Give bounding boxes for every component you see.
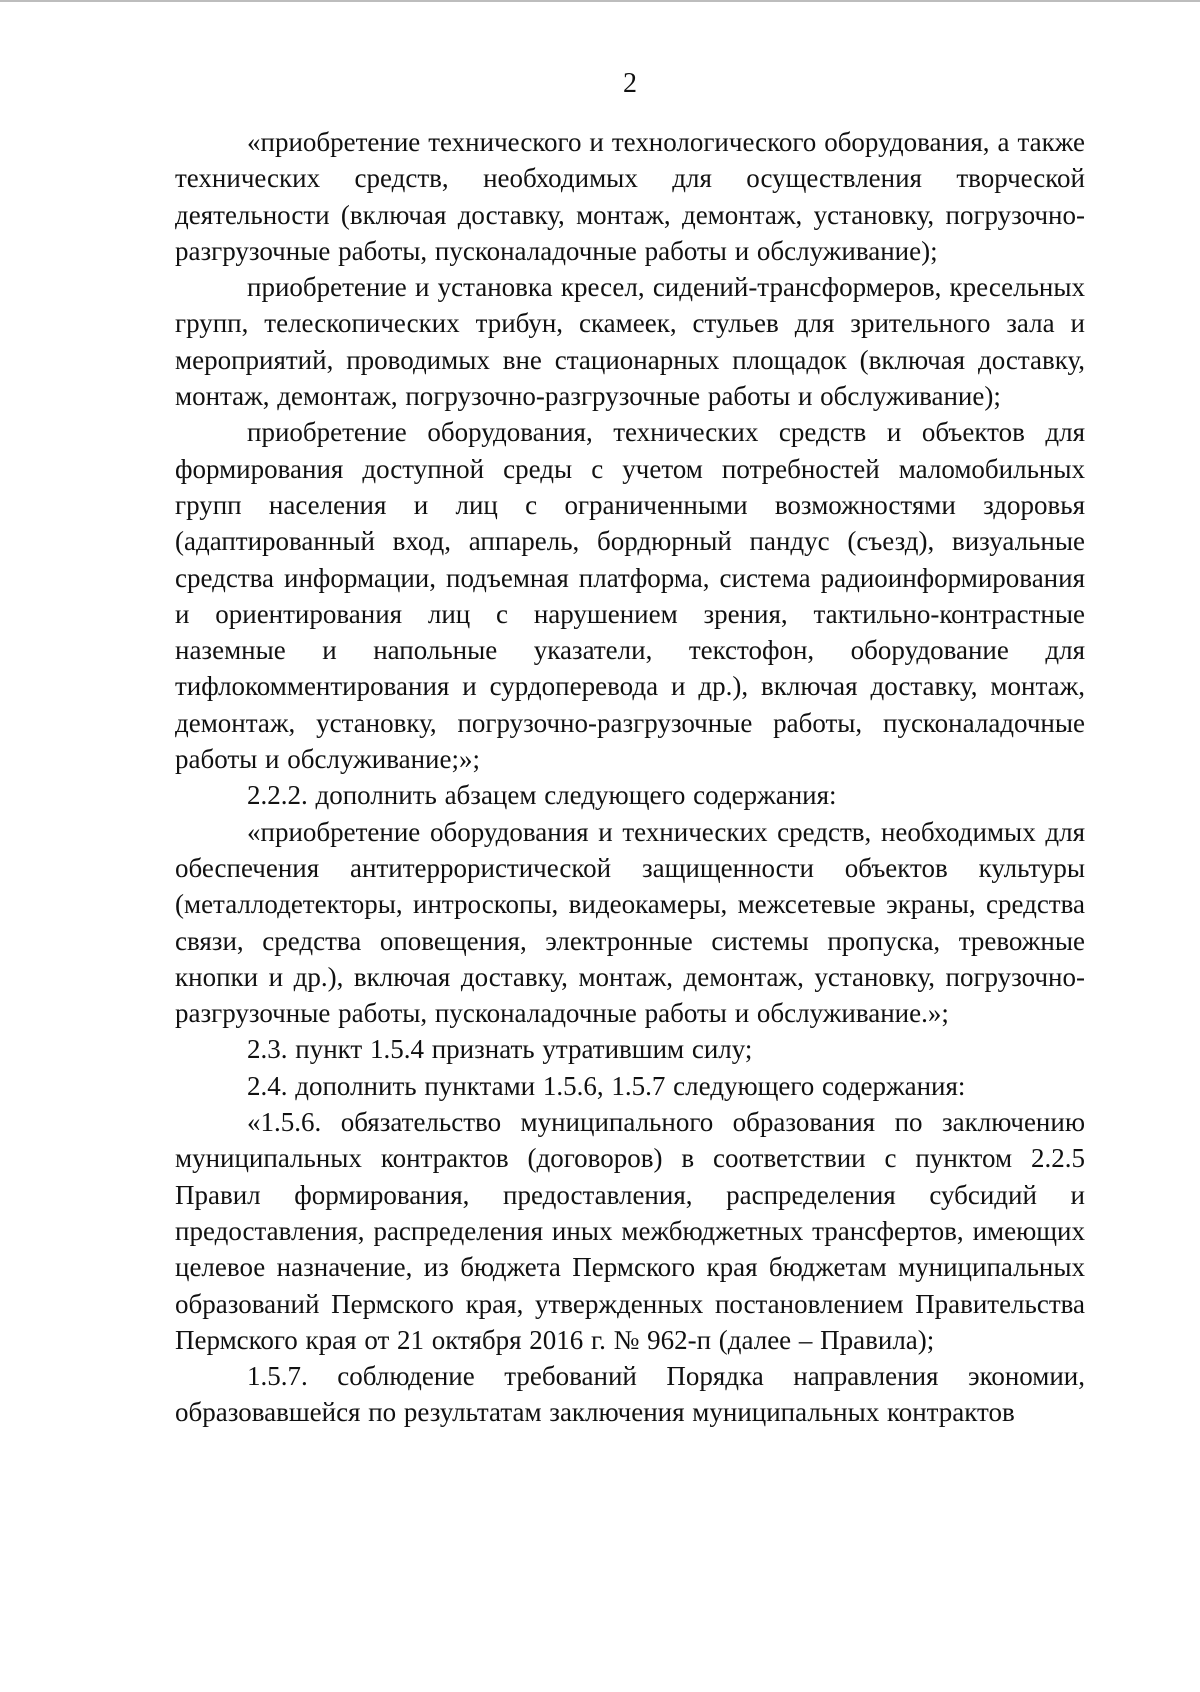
paragraph-accessible-environment: приобретение оборудования, технических средств и объектов для формирования доступной среды с учетом потребностей маломобильных групп населения и лиц с ограниченными возможностями здоровья (адаптированный вход, аппарель, бордюрный пандус (съезд), визуальные средства информации, подъемная платформа, система радиоинформирования и ориентирования лиц с нарушением зрения, тактильно-контрастные наземные и напольные указатели, текстофон, оборудование для тифлокомментирования и сурдоперевода и др.), включая доставку, монтаж, демонтаж, установку, погрузочно-разгрузочные работы, пусконаладочные работы и обслуживание;»;	[175, 417, 1085, 775]
page-number: 2	[623, 68, 637, 99]
paragraph-seating: приобретение и установка кресел, сидений-трансформеров, кресельных групп, телескопических трибун, скамеек, стульев для зрительного зала и мероприятий, проводимых вне стационарных площадок (включая доставку, монтаж, демонтаж, погрузочно-разгрузочные работы и обслуживание);	[175, 272, 1085, 412]
paragraph-antiterrorism-equipment: «приобретение оборудования и технических средств, необходимых для обеспечения антитеррористической защищенности объектов культуры (металлодетекторы, интроскопы, видеокамеры, межсетевые экраны, средства связи, средства оповещения, электронные системы пропуска, тревожные кнопки и др.), включая доставку, монтаж, демонтаж, установку, погрузочно-разгрузочные работы, пусконаладочные работы и обслуживание.»;	[175, 816, 1085, 1029]
document-body	[175, 124, 1085, 1431]
paragraph-equipment-creative: «приобретение технического и технологического оборудования, а также технических средств, необходимых для осуществления творческой деятельности (включая доставку, монтаж, демонтаж, установку, погрузочно-разгрузочные работы, пусконаладочные работы и обслуживание);	[175, 127, 1085, 266]
paragraph-item-2-3: 2.3. пункт 1.5.4 признать утратившим силу;	[247, 1034, 753, 1065]
page-top-edge	[0, 0, 1200, 2]
paragraph-item-1-5-7: 1.5.7. соблюдение требований Порядка направления экономии, образовавшейся по результатам заключения муниципальных контрактов	[175, 1361, 1085, 1428]
paragraph-item-1-5-6: «1.5.6. обязательство муниципального образования по заключению муниципальных контрактов (договоров) в соответствии с пунктом 2.2.5 Правил формирования, предоставления, распределения субсидий и предоставления, распределения иных межбюджетных трансфертов, имеющих целевое назначение, из бюджета Пермского края бюджетам муниципальных образований Пермского края, утвержденных постановлением Правительства Пермского края от 21 октября 2016 г. № 962-п (далее – Правила);	[175, 1107, 1085, 1355]
paragraph-item-2-4: 2.4. дополнить пунктами 1.5.6, 1.5.7 следующего содержания:	[247, 1070, 966, 1101]
paragraph-item-2-2-2: 2.2.2. дополнить абзацем следующего содержания:	[247, 780, 837, 811]
